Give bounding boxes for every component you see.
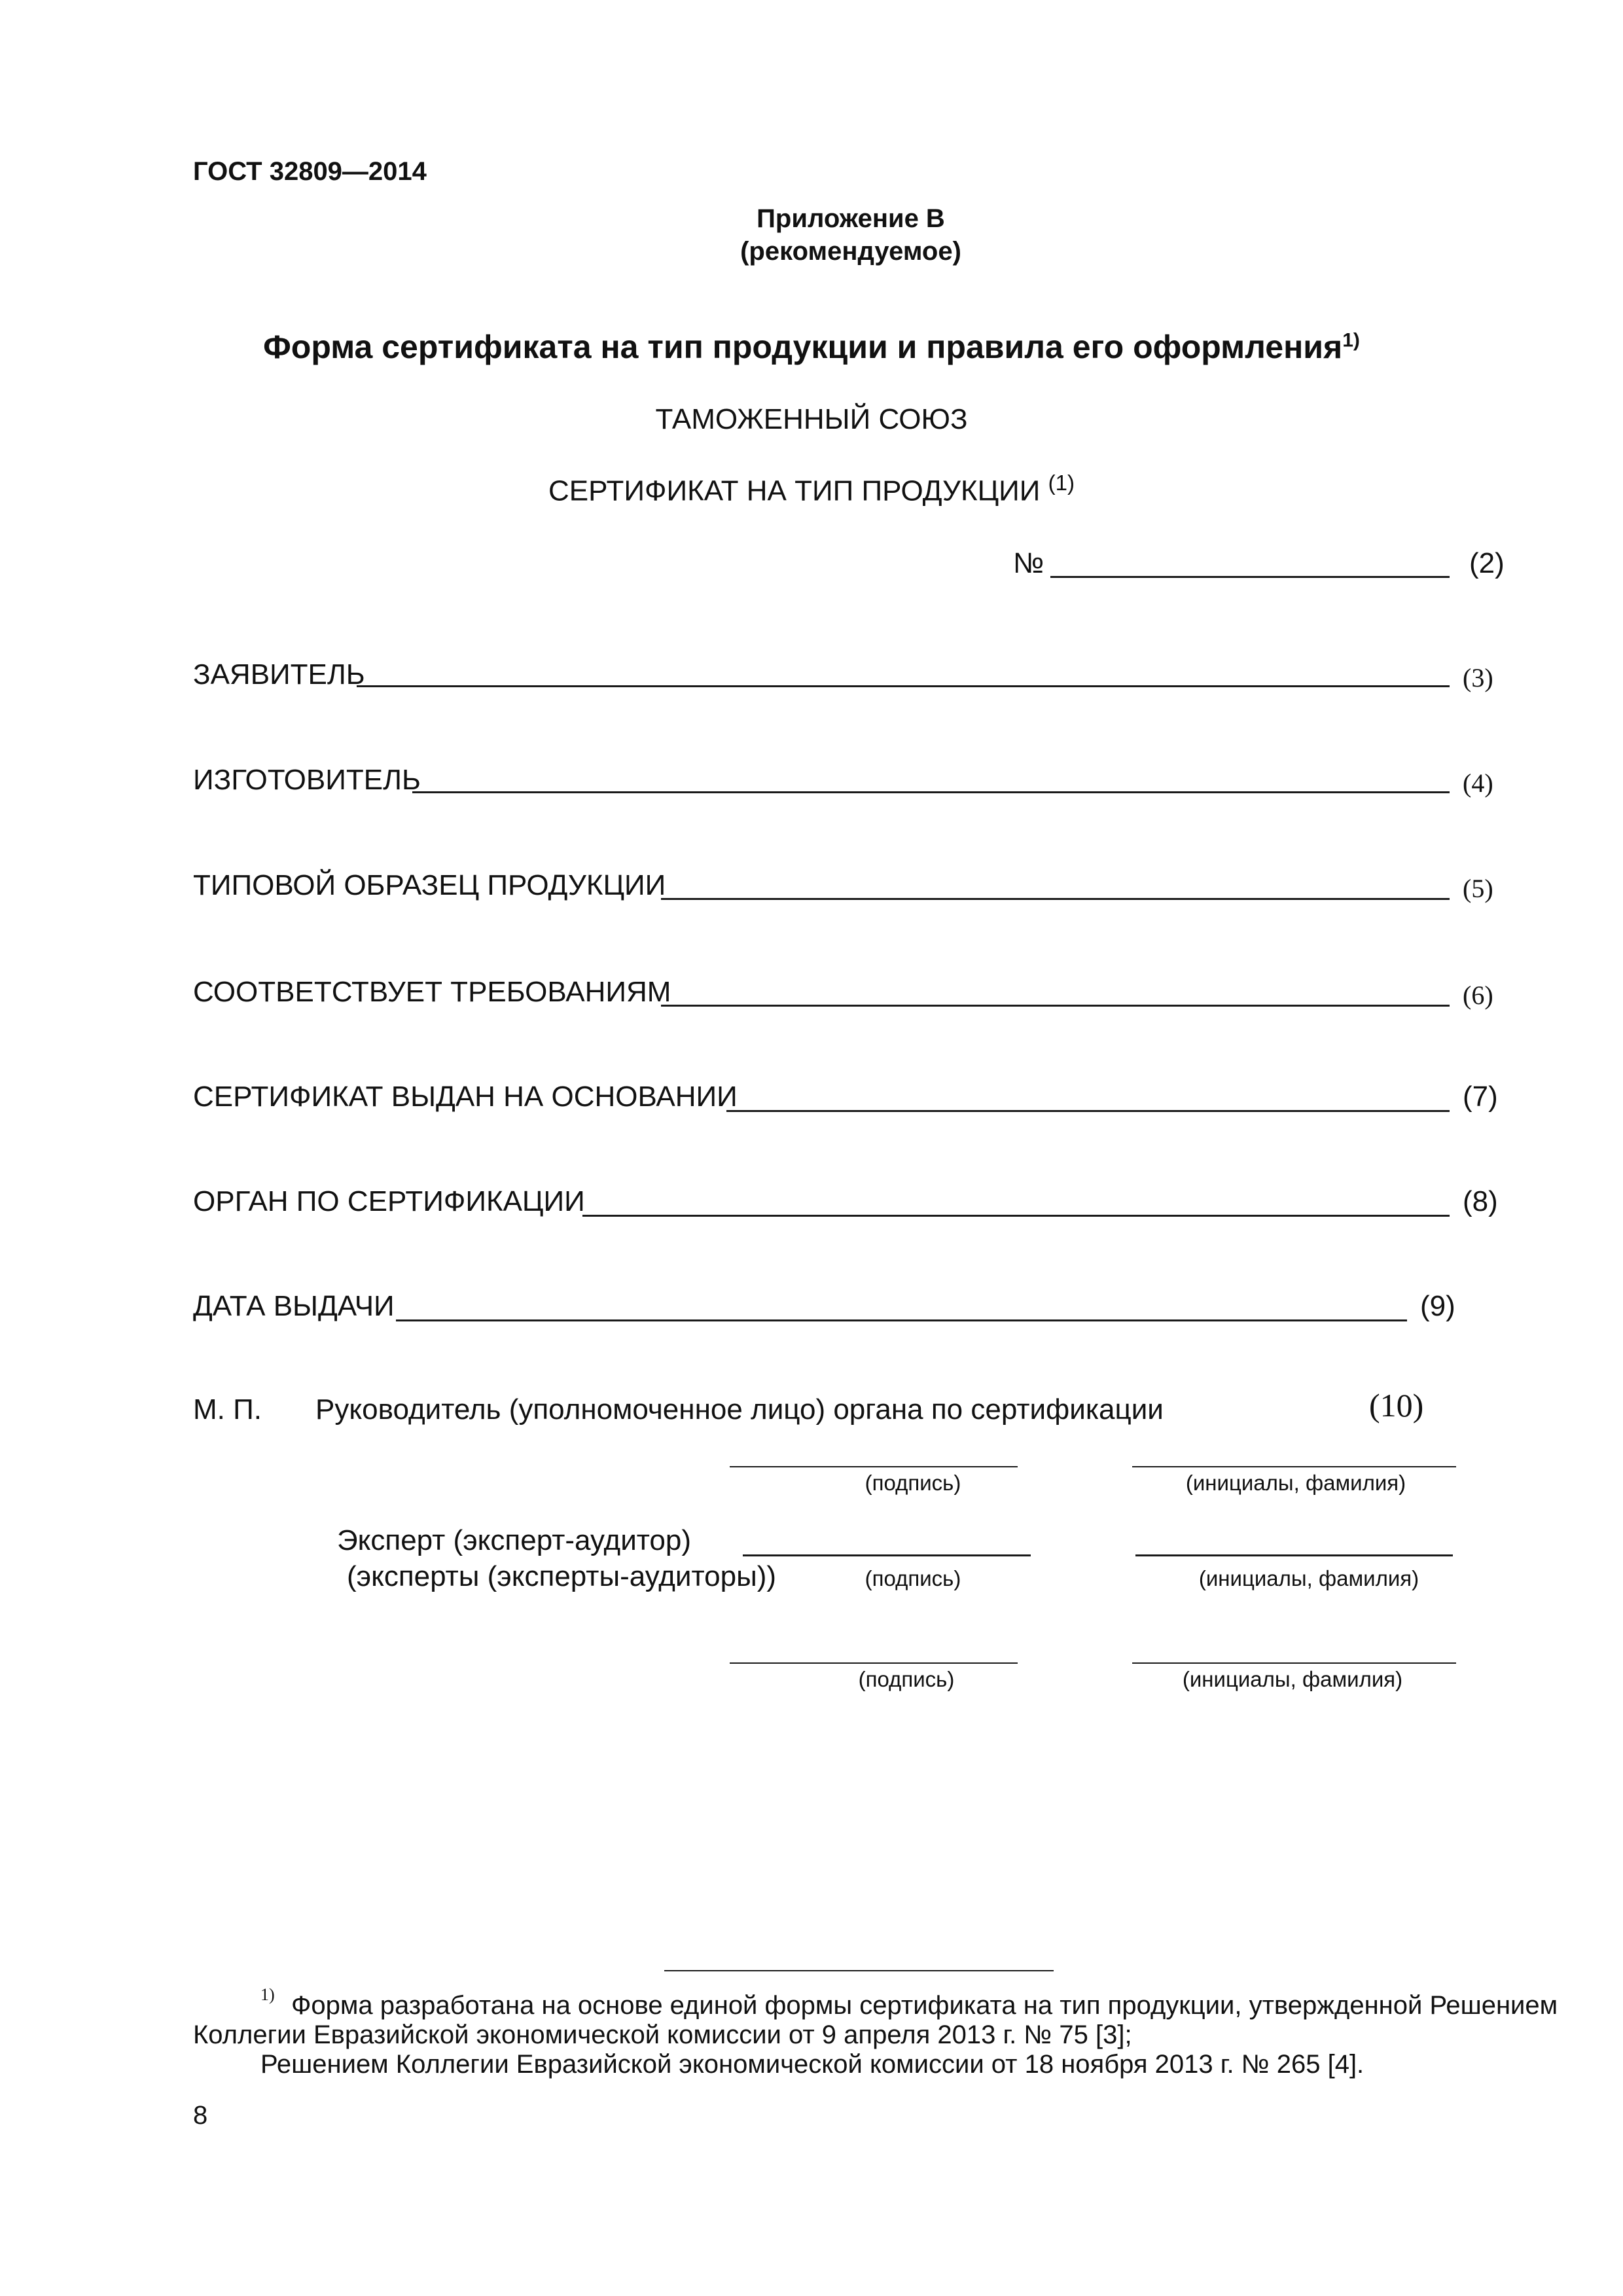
- stamp-place-label: М. П.: [193, 1393, 262, 1426]
- annex-title: Приложение В: [757, 204, 945, 233]
- certificate-title: [196, 470, 1427, 509]
- certificate-title-text: СЕРТИФИКАТ НА ТИП ПРОДУКЦИИ: [548, 475, 1041, 507]
- certification-body-ref: (8): [1463, 1185, 1498, 1217]
- experts-label: (эксперты (эксперты-аудиторы)): [347, 1560, 777, 1592]
- expert2-signature-line[interactable]: [730, 1662, 1018, 1664]
- head-signatory-ref: (10): [1369, 1387, 1424, 1424]
- annex-status: (рекомендуемое): [740, 237, 961, 266]
- applicant-ref: (3): [1463, 663, 1493, 692]
- page-title: [196, 327, 1427, 367]
- manufacturer-label: ИЗГОТОВИТЕЛЬ: [193, 764, 421, 796]
- expert-signature-line[interactable]: [743, 1554, 1031, 1556]
- footnote-line-2: Коллегии Евразийской экономической комиссии от 9 апреля 2013 г. № 75 [3];: [193, 2020, 1132, 2049]
- number-ref: (2): [1469, 547, 1505, 579]
- issued-basis-label: СЕРТИФИКАТ ВЫДАН НА ОСНОВАНИИ: [193, 1081, 738, 1113]
- expert-name-caption: (инициалы, фамилия): [1198, 1566, 1419, 1590]
- head-name-line[interactable]: [1132, 1466, 1456, 1467]
- page-number: 8: [193, 2101, 208, 2130]
- expert-name-line[interactable]: [1135, 1554, 1453, 1556]
- title-footnote-mark: 1): [1342, 329, 1360, 351]
- issued-basis-ref: (7): [1463, 1081, 1498, 1113]
- footnote-line-1: Форма разработана на основе единой формы сертификата на тип продукции, утвержденной Решением: [291, 1991, 1558, 2020]
- issued-basis-field-line[interactable]: [726, 1110, 1450, 1112]
- issue-date-ref: (9): [1420, 1290, 1455, 1322]
- issue-date-field-line[interactable]: [396, 1319, 1407, 1321]
- certification-body-field-line[interactable]: [582, 1215, 1450, 1217]
- requirements-field-line[interactable]: [661, 1005, 1450, 1007]
- footnote-line-3: Решением Коллегии Евразийской экономической комиссии от 18 ноября 2013 г. № 265 [4].: [260, 2050, 1364, 2079]
- expert2-name-line[interactable]: [1132, 1662, 1456, 1664]
- expert-label: Эксперт (эксперт-аудитор): [337, 1524, 692, 1556]
- applicant-label: ЗАЯВИТЕЛЬ: [193, 658, 365, 691]
- product-sample-label: ТИПОВОЙ ОБРАЗЕЦ ПРОДУКЦИИ: [193, 869, 666, 901]
- product-sample-ref: (5): [1463, 874, 1493, 903]
- manufacturer-field-line[interactable]: [412, 791, 1450, 793]
- requirements-ref: (6): [1463, 980, 1493, 1010]
- head-signatory-label: Руководитель (уполномоченное лицо) органа по сертификации: [315, 1393, 1164, 1426]
- number-field-line[interactable]: [1050, 576, 1450, 578]
- manufacturer-ref: (4): [1463, 768, 1493, 798]
- applicant-field-line[interactable]: [357, 685, 1450, 687]
- head-signature-caption: (подпись): [865, 1471, 961, 1495]
- footnote-separator: [664, 1970, 1054, 1971]
- head-signature-line[interactable]: [730, 1466, 1018, 1467]
- head-name-caption: (инициалы, фамилия): [1185, 1471, 1406, 1495]
- number-label: №: [1013, 547, 1044, 579]
- product-sample-field-line[interactable]: [661, 898, 1450, 900]
- page-title-text: Форма сертификата на тип продукции и правила его оформления: [263, 329, 1343, 365]
- expert2-name-caption: (инициалы, фамилия): [1182, 1667, 1403, 1691]
- expert2-signature-caption: (подпись): [858, 1667, 955, 1691]
- footnote-mark-text: 1): [260, 1985, 275, 2004]
- requirements-label: СООТВЕТСТВУЕТ ТРЕБОВАНИЯМ: [193, 976, 671, 1008]
- issue-date-label: ДАТА ВЫДАЧИ: [193, 1290, 395, 1322]
- customs-union-heading: ТАМОЖЕННЫЙ СОЮЗ: [655, 403, 968, 435]
- standard-code: ГОСТ 32809—2014: [193, 157, 427, 186]
- certification-body-label: ОРГАН ПО СЕРТИФИКАЦИИ: [193, 1185, 585, 1217]
- footnote-mark: [260, 1984, 275, 2005]
- expert-signature-caption: (подпись): [865, 1566, 961, 1590]
- certificate-title-mark: (1): [1048, 471, 1075, 495]
